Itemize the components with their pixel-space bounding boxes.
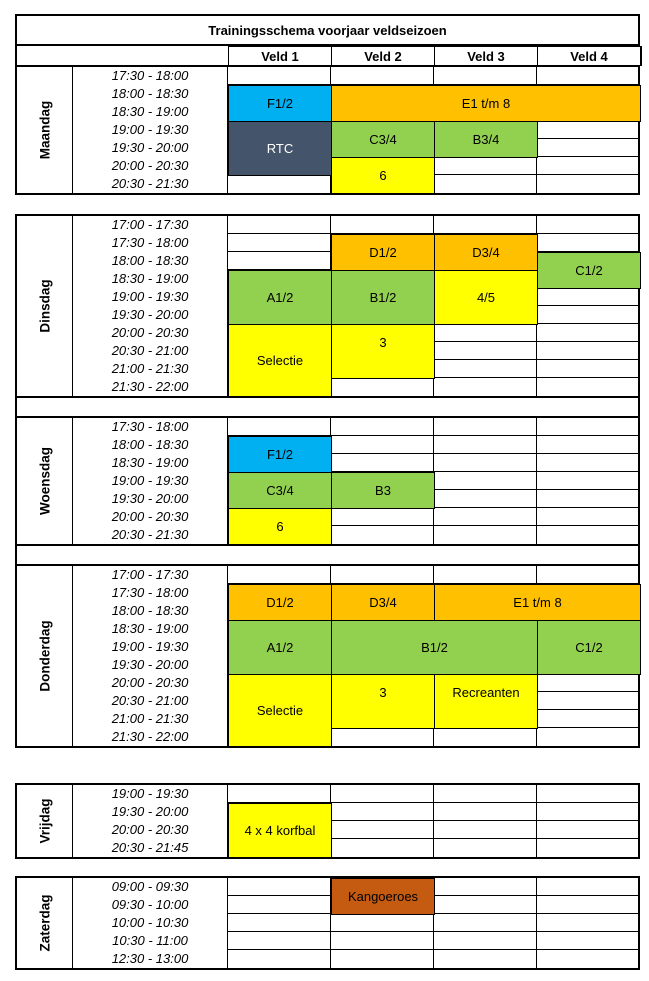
training-block: C1/2 bbox=[537, 620, 641, 675]
schedule-cell bbox=[228, 175, 331, 193]
schedule-cell bbox=[537, 306, 640, 324]
day-label-column bbox=[17, 67, 73, 193]
column-header-veld-3: Veld 3 bbox=[434, 46, 538, 66]
schedule-cell bbox=[434, 472, 537, 490]
schedule-cell bbox=[434, 803, 537, 821]
schedule-cell bbox=[537, 288, 640, 306]
schedule-cell bbox=[331, 728, 434, 746]
schedule-cell bbox=[537, 950, 640, 968]
time-slot: 18:30 - 19:00 bbox=[111, 621, 189, 636]
schedule-cell bbox=[537, 914, 640, 932]
section-gap bbox=[15, 545, 640, 564]
schedule-cell bbox=[228, 878, 331, 896]
time-slot: 19:00 - 19:30 bbox=[111, 639, 189, 654]
schedule-cell bbox=[331, 526, 434, 544]
schedule-cell bbox=[228, 234, 331, 252]
time-slot: 19:00 - 19:30 bbox=[111, 122, 189, 137]
schedule-cell bbox=[537, 454, 640, 472]
training-block: 4/5 bbox=[434, 270, 538, 325]
schedule-cell bbox=[331, 508, 434, 526]
training-block: C1/2 bbox=[537, 252, 641, 289]
schedule-cell bbox=[434, 566, 537, 584]
schedule-cell bbox=[331, 378, 434, 396]
schedule-cell bbox=[434, 821, 537, 839]
time-slot: 09:30 - 10:00 bbox=[111, 897, 189, 912]
day-label-column bbox=[17, 566, 73, 746]
schedule-cell bbox=[537, 526, 640, 544]
schedule-cell bbox=[434, 728, 537, 746]
schedule-cell bbox=[228, 950, 331, 968]
schedule-cell bbox=[434, 914, 537, 932]
schedule-cell bbox=[537, 121, 640, 139]
schedule-cell bbox=[228, 932, 331, 950]
day-name: Donderdag bbox=[37, 620, 52, 692]
schedule-cell bbox=[434, 216, 537, 234]
column-header-veld-4: Veld 4 bbox=[537, 46, 642, 66]
schedule-cell bbox=[331, 436, 434, 454]
schedule-cell bbox=[537, 360, 640, 378]
time-column bbox=[73, 216, 228, 396]
schedule-cell bbox=[228, 785, 331, 803]
header-spacer bbox=[15, 46, 229, 66]
day-section-donderdag bbox=[15, 564, 640, 748]
time-slot: 19:30 - 20:00 bbox=[111, 491, 189, 506]
day-name: Vrijdag bbox=[37, 798, 52, 844]
schedule-cell bbox=[537, 508, 640, 526]
schedule-cell bbox=[331, 418, 434, 436]
schedule-cell bbox=[537, 896, 640, 914]
training-block: 3 bbox=[331, 674, 435, 729]
section-gap bbox=[15, 396, 640, 416]
time-slot: 17:30 - 18:00 bbox=[111, 585, 189, 600]
schedule-cell bbox=[537, 785, 640, 803]
column-header-veld-2: Veld 2 bbox=[331, 46, 435, 66]
schedule-cell bbox=[331, 914, 434, 932]
schedule-cell bbox=[537, 472, 640, 490]
day-label-column bbox=[17, 878, 73, 968]
schedule-cell bbox=[537, 821, 640, 839]
schedule-cell bbox=[537, 67, 640, 85]
training-block: E1 t/m 8 bbox=[331, 85, 641, 122]
schedule-cell bbox=[331, 216, 434, 234]
time-column bbox=[73, 878, 228, 968]
schedule-cell bbox=[331, 821, 434, 839]
day-section-dinsdag bbox=[15, 214, 640, 398]
time-slot: 18:30 - 19:00 bbox=[111, 455, 189, 470]
time-slot: 20:30 - 21:30 bbox=[111, 527, 189, 542]
training-block: B3/4 bbox=[434, 121, 538, 158]
schedule-cell bbox=[537, 674, 640, 692]
time-slot: 12:30 - 13:00 bbox=[111, 951, 189, 966]
day-name: Maandag bbox=[37, 100, 52, 160]
time-slot: 17:00 - 17:30 bbox=[111, 567, 189, 582]
schedule-cell bbox=[228, 216, 331, 234]
column-header-veld-1: Veld 1 bbox=[228, 46, 332, 66]
training-block: B3 bbox=[331, 472, 435, 509]
time-slot: 10:30 - 11:00 bbox=[112, 933, 188, 948]
day-section-vrijdag bbox=[15, 783, 640, 859]
schedule-cell bbox=[537, 175, 640, 193]
schedule-cell bbox=[434, 508, 537, 526]
schedule-cell bbox=[228, 896, 331, 914]
training-block: 6 bbox=[228, 508, 332, 545]
time-column bbox=[73, 418, 228, 544]
schedule-cell bbox=[434, 839, 537, 857]
schedule-cell bbox=[537, 803, 640, 821]
schedule-cell bbox=[537, 216, 640, 234]
day-label-column bbox=[17, 216, 73, 396]
schedule-cell bbox=[228, 252, 331, 270]
schedule-cell bbox=[331, 950, 434, 968]
training-block: B1/2 bbox=[331, 620, 538, 675]
time-slot: 21:30 - 22:00 bbox=[111, 379, 189, 394]
schedule-cell bbox=[434, 175, 537, 193]
time-slot: 18:00 - 18:30 bbox=[111, 86, 189, 101]
time-column bbox=[73, 785, 228, 857]
time-slot: 19:30 - 20:00 bbox=[111, 307, 189, 322]
time-slot: 17:30 - 18:00 bbox=[111, 235, 189, 250]
schedule-cell bbox=[537, 692, 640, 710]
day-name: Woensdag bbox=[37, 446, 52, 516]
time-slot: 20:00 - 20:30 bbox=[111, 158, 189, 173]
time-slot: 20:00 - 20:30 bbox=[111, 675, 189, 690]
schedule-cell bbox=[434, 157, 537, 175]
schedule-cell bbox=[228, 566, 331, 584]
time-slot: 18:30 - 19:00 bbox=[111, 271, 189, 286]
training-block: D1/2 bbox=[331, 234, 435, 271]
schedule-cell bbox=[331, 67, 434, 85]
time-column bbox=[73, 566, 228, 746]
time-slot: 21:00 - 21:30 bbox=[111, 711, 189, 726]
time-slot: 21:30 - 22:00 bbox=[111, 729, 189, 744]
schedule-cell bbox=[537, 324, 640, 342]
schedule-cell bbox=[331, 454, 434, 472]
time-slot: 20:30 - 21:00 bbox=[111, 693, 189, 708]
schedule-cell bbox=[434, 490, 537, 508]
schedule-title: Trainingsschema voorjaar veldseizoen bbox=[15, 14, 640, 46]
schedule-cell bbox=[434, 436, 537, 454]
time-slot: 19:30 - 20:00 bbox=[111, 804, 189, 819]
schedule-cell bbox=[537, 839, 640, 857]
schedule-cell bbox=[434, 418, 537, 436]
time-slot: 18:00 - 18:30 bbox=[111, 253, 189, 268]
time-slot: 17:00 - 17:30 bbox=[111, 217, 189, 232]
day-section-woensdag bbox=[15, 416, 640, 546]
schedule-cell bbox=[434, 360, 537, 378]
training-block: C3/4 bbox=[331, 121, 435, 158]
schedule-cell bbox=[434, 896, 537, 914]
day-label-column bbox=[17, 785, 73, 857]
schedule-cell bbox=[331, 932, 434, 950]
schedule-cell bbox=[434, 454, 537, 472]
schedule-cell bbox=[537, 710, 640, 728]
schedule-cell bbox=[537, 566, 640, 584]
time-slot: 19:30 - 20:00 bbox=[111, 140, 189, 155]
schedule-cell bbox=[537, 878, 640, 896]
day-label-column bbox=[17, 418, 73, 544]
schedule-cell bbox=[537, 436, 640, 454]
training-block: F1/2 bbox=[228, 85, 332, 122]
schedule-cell bbox=[331, 839, 434, 857]
time-slot: 20:30 - 21:45 bbox=[111, 840, 189, 855]
day-section-maandag bbox=[15, 65, 640, 195]
schedule-cell bbox=[537, 378, 640, 396]
schedule-cell bbox=[537, 932, 640, 950]
training-block: D1/2 bbox=[228, 584, 332, 621]
training-block: A1/2 bbox=[228, 270, 332, 325]
training-block: D3/4 bbox=[434, 234, 538, 271]
time-slot: 09:00 - 09:30 bbox=[111, 879, 189, 894]
training-block: RTC bbox=[228, 121, 332, 176]
time-slot: 19:00 - 19:30 bbox=[111, 289, 189, 304]
training-block: Selectie bbox=[228, 674, 332, 747]
time-slot: 19:00 - 19:30 bbox=[111, 473, 189, 488]
time-slot: 19:00 - 19:30 bbox=[111, 786, 189, 801]
schedule-cell bbox=[434, 785, 537, 803]
schedule-cell bbox=[537, 728, 640, 746]
training-block: F1/2 bbox=[228, 436, 332, 473]
schedule-cell bbox=[434, 342, 537, 360]
time-slot: 20:30 - 21:00 bbox=[111, 343, 189, 358]
time-slot: 17:30 - 18:00 bbox=[111, 68, 189, 83]
training-block: E1 t/m 8 bbox=[434, 584, 641, 621]
time-column bbox=[73, 67, 228, 193]
schedule-cell bbox=[537, 342, 640, 360]
time-slot: 18:00 - 18:30 bbox=[111, 603, 189, 618]
training-block: Recreanten bbox=[434, 674, 538, 729]
training-block: A1/2 bbox=[228, 620, 332, 675]
schedule-cell bbox=[434, 878, 537, 896]
schedule-cell bbox=[331, 785, 434, 803]
schedule-cell bbox=[434, 67, 537, 85]
time-slot: 20:00 - 20:30 bbox=[111, 822, 189, 837]
time-slot: 20:00 - 20:30 bbox=[111, 509, 189, 524]
time-slot: 10:00 - 10:30 bbox=[111, 915, 189, 930]
training-block: 6 bbox=[331, 157, 435, 194]
time-slot: 18:00 - 18:30 bbox=[111, 437, 189, 452]
time-slot: 20:30 - 21:30 bbox=[111, 176, 189, 191]
schedule-cell bbox=[228, 418, 331, 436]
schedule-cell bbox=[228, 67, 331, 85]
training-block: B1/2 bbox=[331, 270, 435, 325]
time-slot: 17:30 - 18:00 bbox=[111, 419, 189, 434]
schedule-cell bbox=[434, 526, 537, 544]
schedule-cell bbox=[537, 490, 640, 508]
schedule-cell bbox=[434, 378, 537, 396]
time-slot: 19:30 - 20:00 bbox=[111, 657, 189, 672]
day-section-zaterdag bbox=[15, 876, 640, 970]
schedule-cell bbox=[331, 566, 434, 584]
schedule-cell bbox=[434, 932, 537, 950]
training-block: C3/4 bbox=[228, 472, 332, 509]
schedule-cell bbox=[537, 157, 640, 175]
time-slot: 20:00 - 20:30 bbox=[111, 325, 189, 340]
training-block: D3/4 bbox=[331, 584, 435, 621]
schedule-cell bbox=[537, 139, 640, 157]
schedule-cell bbox=[434, 324, 537, 342]
schedule-cell bbox=[537, 234, 640, 252]
training-block: 4 x 4 korfbal bbox=[228, 803, 332, 858]
training-block: Kangoeroes bbox=[331, 878, 435, 915]
day-name: Dinsdag bbox=[37, 279, 52, 333]
schedule-cell bbox=[434, 950, 537, 968]
schedule-cell bbox=[331, 803, 434, 821]
schedule-cell bbox=[228, 914, 331, 932]
time-slot: 18:30 - 19:00 bbox=[111, 104, 189, 119]
schedule-cell bbox=[537, 418, 640, 436]
training-block: Selectie bbox=[228, 324, 332, 397]
training-block: 3 bbox=[331, 324, 435, 379]
time-slot: 21:00 - 21:30 bbox=[111, 361, 189, 376]
day-name: Zaterdag bbox=[37, 894, 52, 952]
